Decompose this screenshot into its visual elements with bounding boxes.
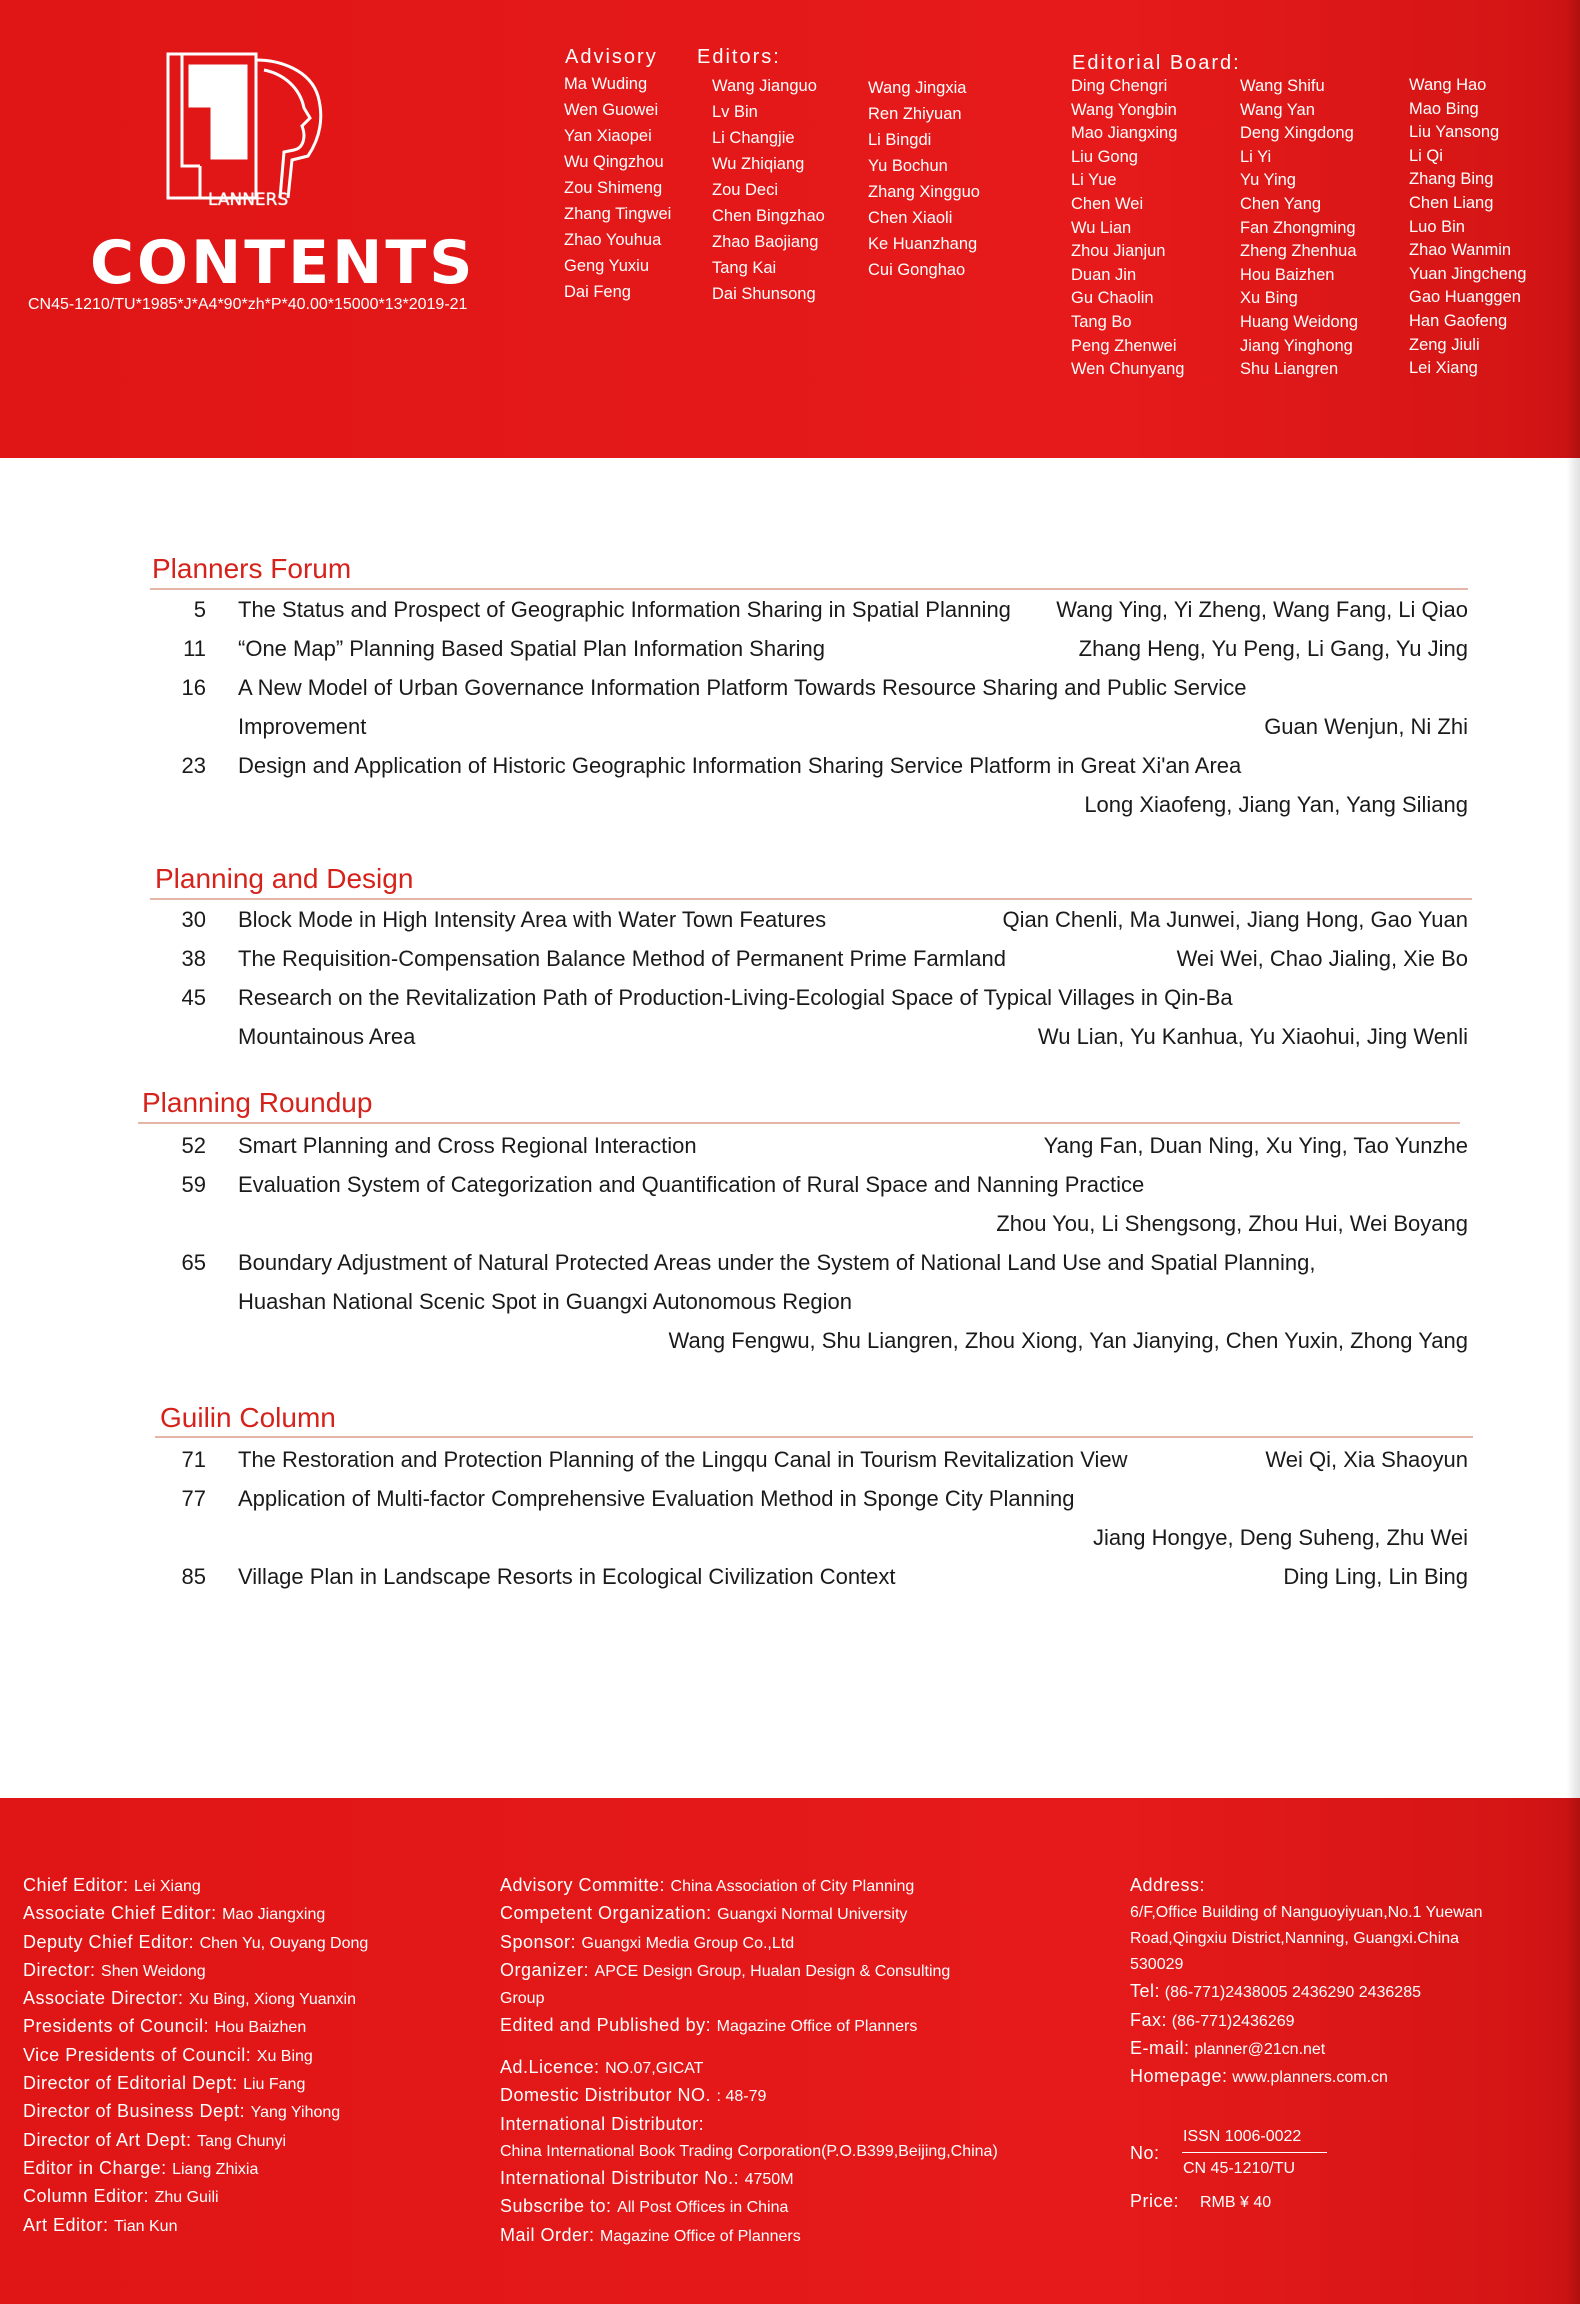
name-item: Zhang Xingguo: [868, 183, 980, 201]
info-value: Chen Yu, Ouyang Dong: [199, 1934, 369, 1952]
info-row: [23, 2155, 368, 2183]
article-title: Smart Planning and Cross Regional Interaction: [238, 1133, 697, 1158]
info-value: 4750M: [744, 2171, 794, 2189]
info-label: Subscribe to:: [500, 2196, 618, 2217]
info-value: : 48-79: [716, 2088, 767, 2106]
tel-label: Tel:: [1130, 1981, 1161, 2002]
article-title: The Status and Prospect of Geographic Information Sharing in Spatial Planning: [238, 597, 1011, 622]
info-value: APCE Design Group, Hualan Design & Consulting: [594, 1962, 951, 1980]
board-col-3: [1409, 74, 1526, 381]
info-label: Chief Editor:: [23, 1875, 135, 1895]
name-item: 530029: [1130, 1956, 1184, 1974]
name-item: Wu Lian: [1071, 218, 1132, 237]
name-item: Zhao Youhua: [564, 231, 662, 249]
section-title: Planning and Design: [155, 863, 414, 894]
article-authors: Wang Ying, Yi Zheng, Wang Fang, Li Qiao: [1056, 597, 1468, 622]
name-item: Wang Yan: [1240, 100, 1315, 119]
toc-entry[interactable]: [150, 668, 1468, 746]
name-item: Zhou Jianjun: [1071, 242, 1166, 261]
name-item: Lv Bin: [712, 103, 758, 121]
info-value: China International Book Trading Corporation(P.O.B399,Beijing,China): [500, 2142, 998, 2160]
article-authors: Zhou You, Li Shengsong, Zhou Hui, Wei Boyang: [996, 1211, 1468, 1236]
info-value: Group: [500, 1990, 545, 2008]
name-item: Wang Yongbin: [1071, 100, 1177, 119]
board-col-1: [1071, 75, 1184, 382]
info-label: Column Editor:: [23, 2186, 155, 2207]
name-item: Luo Bin: [1409, 217, 1465, 236]
name-item: Chen Wei: [1071, 194, 1144, 213]
name-item: Peng Zhenwei: [1071, 336, 1177, 355]
article-title: Research on the Revitalization Path of Production-Living-Ecologial Space of Typical Villages in Qin-Ba: [238, 985, 1233, 1010]
name-item: Liu Yansong: [1409, 123, 1500, 142]
info-value: Yang Yihong: [250, 2104, 341, 2122]
info-row: [23, 2127, 368, 2155]
issn-divider: [1182, 2152, 1327, 2153]
info-label: Art Editor:: [23, 2214, 115, 2235]
board-col-2: [1240, 75, 1358, 382]
email-label: E-mail:: [1130, 2037, 1190, 2058]
info-row: [23, 1985, 368, 2013]
name-item: Road,Qingxiu District,Nanning, Guangxi.China: [1130, 1930, 1460, 1948]
info-value: Shen Weidong: [101, 1962, 206, 1980]
article-authors: Qian Chenli, Ma Junwei, Jiang Hong, Gao Yuan: [1002, 907, 1468, 932]
editors-label: Editors:: [697, 46, 781, 68]
info-value: All Post Offices in China: [617, 2199, 789, 2217]
name-item: Han Gaofeng: [1409, 311, 1508, 330]
organization-list: [500, 1872, 950, 2041]
article-title: Block Mode in High Intensity Area with Water Town Features: [238, 907, 827, 932]
info-label: Director of Art Dept:: [23, 2129, 198, 2150]
email-value[interactable]: planner@21cn.net: [1194, 2040, 1326, 2058]
info-label: Advisory Committe:: [500, 1875, 671, 1895]
name-item: Wu Zhiqiang: [712, 155, 805, 173]
info-label: Vice Presidents of Council:: [23, 2044, 257, 2065]
toc-entry[interactable]: [150, 1165, 1468, 1243]
name-item: Deng Xingdong: [1240, 124, 1354, 143]
info-row: [500, 1957, 950, 1985]
article-title: Evaluation System of Categorization and Quantification of Rural Space and Nanning Practice: [238, 1172, 1145, 1197]
info-row: [500, 2193, 998, 2221]
info-row: [23, 2183, 368, 2211]
name-item: Wang Hao: [1409, 76, 1487, 94]
info-value: Guangxi Normal University: [717, 1906, 908, 1924]
name-item: Lei Xiang: [1409, 359, 1478, 378]
page-number: 45: [181, 985, 206, 1010]
info-value: Liu Fang: [243, 2076, 306, 2094]
toc-entry[interactable]: [150, 1126, 1468, 1165]
name-item: Mao Jiangxing: [1071, 124, 1178, 143]
name-item: Ren Zhiyuan: [868, 105, 962, 123]
page-number: 30: [181, 907, 206, 932]
info-label: Deputy Chief Editor:: [23, 1931, 200, 1952]
staff-list: [23, 1872, 368, 2240]
article-authors: Yang Fan, Duan Ning, Xu Ying, Tao Yunzhe: [1043, 1133, 1468, 1158]
article-title-continued: Mountainous Area: [238, 1024, 416, 1049]
name-item: Huang Weidong: [1240, 312, 1359, 331]
article-authors: Zhang Heng, Yu Peng, Li Gang, Yu Jing: [1078, 636, 1468, 661]
name-item: Chen Yang: [1240, 194, 1322, 213]
advisory-label: Advisory: [565, 46, 658, 68]
info-value: Xu Bing, Xiong Yuanxin: [189, 1991, 357, 2009]
article-authors: Jiang Hongye, Deng Suheng, Zhu Wei: [1092, 1525, 1468, 1550]
name-item: Liu Gong: [1071, 147, 1138, 166]
name-item: Fan Zhongming: [1240, 218, 1356, 237]
info-value: Magazine Office of Planners: [600, 2227, 801, 2245]
name-item: Geng Yuxiu: [564, 257, 650, 275]
name-item: Yan Xiaopei: [564, 127, 652, 145]
page-number: 65: [181, 1250, 206, 1275]
name-item: Wen Guowei: [564, 101, 659, 119]
name-item: Li Yue: [1071, 171, 1117, 190]
name-item: Zou Deci: [712, 181, 779, 199]
name-item: Zhang Bing: [1409, 170, 1494, 189]
info-value: Liang Zhixia: [172, 2160, 259, 2178]
name-item: Hou Baizhen: [1240, 265, 1335, 284]
info-label: Competent Organization:: [500, 1903, 718, 1924]
article-authors: Wei Wei, Chao Jialing, Xie Bo: [1176, 946, 1468, 971]
info-label: Director of Business Dept:: [23, 2101, 251, 2122]
tel-value: (86-771)2438005 2436290 2436285: [1164, 1984, 1421, 2002]
name-item: Ma Wuding: [564, 75, 648, 93]
info-row: [500, 2082, 998, 2110]
footer-band: [0, 1798, 1580, 2304]
info-value: Hou Baizhen: [214, 2019, 307, 2037]
info-row: [23, 1929, 368, 1957]
article-title: A New Model of Urban Governance Information Platform Towards Resource Sharing and Public Service: [238, 675, 1247, 700]
name-item: Tang Bo: [1071, 312, 1132, 331]
fax-value: (86-771)2436269: [1171, 2012, 1295, 2030]
name-item: 6/F,Office Building of Nanguoyiyuan,No.1 Yuewan: [1130, 1904, 1483, 1922]
info-label: Ad.Licence:: [500, 2057, 606, 2077]
name-item: Tang Kai: [712, 259, 777, 277]
article-title: The Requisition-Compensation Balance Method of Permanent Prime Farmland: [238, 946, 1006, 971]
article-title: Village Plan in Landscape Resorts in Ecological Civilization Context: [238, 1564, 896, 1589]
toc-entry[interactable]: [150, 1557, 1468, 1596]
info-row: [500, 1985, 950, 2012]
name-item: Zhang Tingwei: [564, 205, 672, 223]
page-number: 59: [181, 1172, 206, 1197]
article-authors: Wu Lian, Yu Kanhua, Yu Xiaohui, Jing Wenli: [1037, 1024, 1468, 1049]
name-item: Dai Feng: [564, 283, 631, 301]
section-title: Planning Roundup: [142, 1087, 373, 1118]
article-title: Design and Application of Historic Geographic Information Sharing Service Platform in Great Xi'an Area: [238, 753, 1242, 778]
toc-entry[interactable]: [150, 1440, 1468, 1479]
info-label: Presidents of Council:: [23, 2016, 215, 2037]
name-item: Dai Shunsong: [712, 285, 816, 303]
name-item: Wang Jianguo: [712, 77, 817, 95]
article-title: Application of Multi-factor Comprehensive Evaluation Method in Sponge City Planning: [238, 1486, 1075, 1511]
issn-value: ISSN 1006-0022: [1183, 2128, 1302, 2145]
toc-entry[interactable]: [150, 590, 1468, 629]
name-item: Gu Chaolin: [1071, 289, 1154, 308]
article-title-continued: Improvement: [238, 714, 367, 739]
info-row: [500, 1872, 950, 1900]
advisory-names: [564, 71, 671, 305]
info-label: Sponsor:: [500, 1931, 582, 1952]
name-item: Chen Xiaoli: [868, 209, 953, 227]
name-item: Li Bingdi: [868, 131, 932, 149]
page-number: 11: [183, 636, 206, 661]
name-item: Wu Qingzhou: [564, 153, 664, 171]
article-authors: Wang Fengwu, Shu Liangren, Zhou Xiong, Yan Jianying, Chen Yuxin, Zhong Yang: [668, 1328, 1468, 1353]
info-row: [23, 1900, 368, 1928]
price-value: RMB ¥ 40: [1200, 2194, 1272, 2211]
info-label: Associate Chief Editor:: [23, 1903, 223, 1924]
info-label: Domestic Distributor NO.: [500, 2085, 717, 2106]
page-number: 52: [181, 1133, 206, 1158]
name-item: Li Yi: [1240, 147, 1272, 166]
toc-entry[interactable]: [150, 1479, 1468, 1557]
page-number: 77: [181, 1486, 206, 1511]
article-title: “One Map” Planning Based Spatial Plan Information Sharing: [238, 636, 826, 661]
page-number: 71: [181, 1447, 206, 1472]
editors-col-2: [868, 75, 980, 283]
toc-entry[interactable]: [150, 746, 1468, 824]
cn-value: CN 45-1210/TU: [1183, 2160, 1296, 2177]
info-value: Magazine Office of Planners: [716, 2018, 918, 2036]
name-item: Yu Ying: [1240, 171, 1296, 190]
info-value: Tian Kun: [114, 2217, 178, 2235]
info-row: [500, 2165, 998, 2193]
info-row: [23, 2013, 368, 2041]
name-item: Wang Jingxia: [868, 79, 967, 97]
info-label: Editor in Charge:: [23, 2157, 173, 2178]
page-edge-shadow: [1566, 0, 1580, 2304]
publication-code: CN45-1210/TU*1985*J*A4*90*zh*P*40.00*15000*13*2019-21: [28, 296, 468, 313]
price-label: Price:: [1130, 2191, 1180, 2211]
article-title: Boundary Adjustment of Natural Protected Areas under the System of National Land Use and Spatial Planning,: [238, 1250, 1316, 1275]
name-item: Mao Bing: [1409, 99, 1479, 118]
no-label: No:: [1130, 2143, 1160, 2163]
info-value: Tang Chunyi: [197, 2132, 287, 2150]
article-authors: Ding Ling, Lin Bing: [1283, 1564, 1468, 1589]
name-item: Chen Liang: [1409, 193, 1494, 212]
info-row: [23, 1872, 368, 1900]
info-row: [500, 2138, 998, 2165]
name-item: Zhao Baojiang: [712, 233, 819, 251]
info-label: Associate Director:: [23, 1988, 190, 2009]
info-value: Zhu Guili: [154, 2189, 219, 2207]
section-title: Guilin Column: [160, 1402, 336, 1433]
article-authors: Guan Wenjun, Ni Zhi: [1264, 714, 1468, 739]
name-item: Zou Shimeng: [564, 179, 663, 197]
page-number: 23: [181, 753, 206, 778]
info-value: China Association of City Planning: [670, 1878, 915, 1895]
section-rule: [138, 1122, 1460, 1124]
name-item: Wen Chunyang: [1071, 360, 1185, 379]
name-item: Yuan Jingcheng: [1409, 264, 1527, 283]
logo-word: LANNERS: [208, 190, 289, 210]
editors-col-1: [712, 73, 825, 307]
name-item: Jiang Yinghong: [1240, 336, 1353, 355]
name-item: Ding Chengri: [1071, 77, 1168, 95]
info-row: [500, 2111, 998, 2138]
name-item: Zeng Jiuli: [1409, 335, 1480, 354]
info-label: Director:: [23, 1959, 102, 1980]
info-row: [500, 1929, 950, 1957]
toc-entry[interactable]: [150, 978, 1468, 1056]
page-number: 38: [181, 946, 206, 971]
name-item: Wang Shifu: [1240, 77, 1325, 95]
name-item: Xu Bing: [1240, 289, 1298, 308]
info-row: [23, 2042, 368, 2070]
page-number: 16: [181, 675, 206, 700]
contact-block: [1130, 1872, 1570, 2091]
page-title: CONTENTS: [90, 228, 476, 298]
toc-entry[interactable]: [150, 1243, 1468, 1360]
info-row: [23, 2070, 368, 2098]
name-item: Cui Gonghao: [868, 261, 966, 279]
info-value: Lei Xiang: [134, 1878, 201, 1895]
toc-entry[interactable]: [150, 629, 1468, 668]
section-title: Planners Forum: [152, 553, 352, 584]
info-row: [500, 1900, 950, 1928]
editorial-board-label: Editorial Board:: [1072, 52, 1241, 74]
address-label: Address:: [1130, 1875, 1206, 1895]
info-row: [23, 1957, 368, 1985]
info-label: Organizer:: [500, 1959, 595, 1980]
info-row: [500, 2222, 998, 2250]
info-value: Xu Bing: [256, 2047, 313, 2065]
article-title-continued: Huashan National Scenic Spot in Guangxi Autonomous Region: [238, 1289, 852, 1314]
name-item: Duan Jin: [1071, 265, 1137, 284]
homepage-link[interactable]: www.planners.com.cn: [1232, 2069, 1388, 2087]
info-label: International Distributor No.:: [500, 2168, 745, 2189]
info-value: Guangxi Media Group Co.,Ltd: [581, 1934, 795, 1952]
info-row: [500, 2012, 950, 2040]
info-row: [500, 2054, 998, 2082]
homepage-label: Homepage:: [1130, 2066, 1228, 2087]
info-row: [23, 2212, 368, 2240]
toc-entry[interactable]: [150, 939, 1468, 978]
address-lines: [1130, 1900, 1570, 1978]
name-item: Zhao Wanmin: [1409, 241, 1512, 260]
info-value: NO.07,GICAT: [605, 2060, 704, 2077]
article-title: The Restoration and Protection Planning of the Lingqu Canal in Tourism Revitalization View: [238, 1447, 1128, 1472]
page-number: 85: [181, 1564, 206, 1589]
name-item: Chen Bingzhao: [712, 207, 825, 225]
name-item: Yu Bochun: [868, 157, 948, 175]
name-item: Shu Liangren: [1240, 360, 1339, 379]
page-number: 5: [193, 597, 206, 622]
info-label: International Distributor:: [500, 2113, 705, 2134]
section-rule: [155, 1436, 1473, 1438]
distribution-list: [500, 2054, 998, 2250]
info-label: Mail Order:: [500, 2224, 601, 2245]
name-item: Li Qi: [1409, 146, 1443, 165]
info-label: Director of Editorial Dept:: [23, 2073, 244, 2094]
header-band: [0, 0, 1580, 458]
info-row: [23, 2098, 368, 2126]
toc-entry[interactable]: [150, 900, 1468, 939]
name-item: Li Changjie: [712, 129, 795, 147]
name-item: Zheng Zhenhua: [1240, 242, 1357, 261]
info-value: Mao Jiangxing: [222, 1906, 326, 1924]
fax-label: Fax:: [1130, 2009, 1168, 2030]
article-authors: Wei Qi, Xia Shaoyun: [1265, 1447, 1468, 1472]
article-authors: Long Xiaofeng, Jiang Yan, Yang Siliang: [1084, 792, 1468, 817]
name-item: Ke Huanzhang: [868, 235, 978, 253]
info-label: Edited and Published by:: [500, 2015, 717, 2036]
name-item: Gao Huanggen: [1409, 288, 1521, 307]
